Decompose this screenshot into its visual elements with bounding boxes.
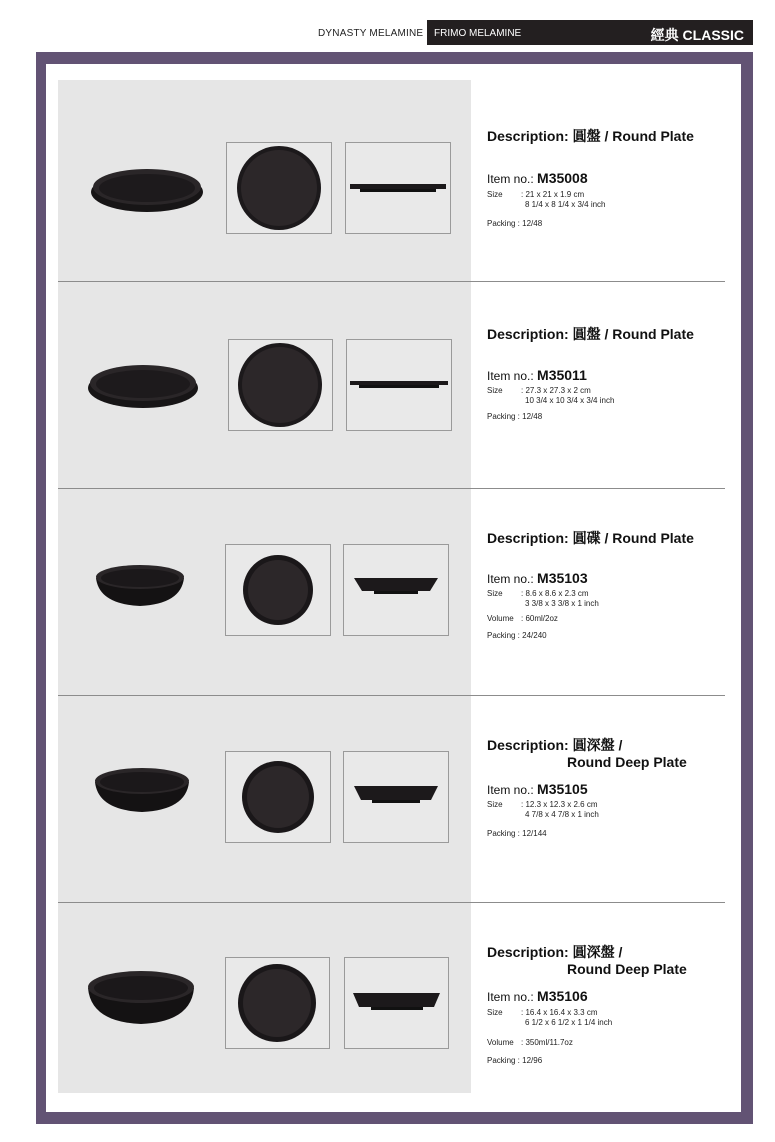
brand-dynasty: DYNASTY MELAMINE xyxy=(318,28,424,39)
size-spec: Size : 16.4 x 16.4 x 3.3 cm 6 1/2 x 6 1/2 x 1 1/4 inch xyxy=(487,1008,613,1027)
product-side-photo xyxy=(346,339,452,431)
product-angle-photo xyxy=(92,764,192,816)
item-number: Item no.: M35011 xyxy=(487,367,587,383)
item-number: Item no.: M35008 xyxy=(487,170,588,186)
volume-spec: Volume : 60ml/2oz xyxy=(487,614,558,623)
packing-spec: Packing : 24/240 xyxy=(487,631,547,640)
product-description: Description: 圓盤 / Round Plate xyxy=(487,326,694,342)
item-number: Item no.: M35103 xyxy=(487,570,588,586)
item-number: Item no.: M35106 xyxy=(487,988,588,1004)
product-side-photo xyxy=(343,751,449,843)
packing-spec: Packing : 12/48 xyxy=(487,412,543,421)
row-divider xyxy=(58,902,725,903)
size-spec: Size : 8.6 x 8.6 x 2.3 cm 3 3/8 x 3 3/8 x 1 inch xyxy=(487,589,599,608)
item-number: Item no.: M35105 xyxy=(487,781,588,797)
packing-spec: Packing : 12/48 xyxy=(487,219,543,228)
row-divider xyxy=(58,281,725,282)
series-classic: 經典 CLASSIC xyxy=(650,27,744,43)
product-description: Description: 圓盤 / Round Plate xyxy=(487,128,694,144)
page-header xyxy=(0,0,775,52)
size-spec: Size : 12.3 x 12.3 x 2.6 cm 4 7/8 x 4 7/8 x 1 inch xyxy=(487,800,599,819)
size-spec: Size : 21 x 21 x 1.9 cm 8 1/4 x 8 1/4 x 3/4 inch xyxy=(487,190,606,209)
product-top-photo xyxy=(226,142,332,234)
product-top-photo xyxy=(225,544,331,636)
row-divider xyxy=(58,695,725,696)
product-angle-photo xyxy=(86,358,200,410)
packing-spec: Packing : 12/96 xyxy=(487,1056,543,1065)
product-description: Description: 圓深盤 / Round Deep Plate xyxy=(487,944,687,977)
product-angle-photo xyxy=(85,966,197,1026)
product-top-photo xyxy=(228,339,333,431)
brand-bar xyxy=(427,20,753,45)
packing-spec: Packing : 12/144 xyxy=(487,829,547,838)
size-spec: Size : 27.3 x 27.3 x 2 cm 10 3/4 x 10 3/4 x 3/4 inch xyxy=(487,386,615,405)
volume-spec: Volume : 350ml/11.7oz xyxy=(487,1038,573,1047)
product-angle-photo xyxy=(93,560,187,610)
brand-frimo: FRIMO MELAMINE xyxy=(434,28,522,39)
product-side-photo xyxy=(343,544,449,636)
product-angle-photo xyxy=(88,162,206,214)
product-description: Description: 圓深盤 / Round Deep Plate xyxy=(487,737,687,770)
row-divider xyxy=(58,488,725,489)
product-side-photo xyxy=(344,957,449,1049)
product-side-photo xyxy=(345,142,451,234)
product-description: Description: 圓碟 / Round Plate xyxy=(487,530,694,546)
product-top-photo xyxy=(225,957,330,1049)
product-top-photo xyxy=(225,751,331,843)
